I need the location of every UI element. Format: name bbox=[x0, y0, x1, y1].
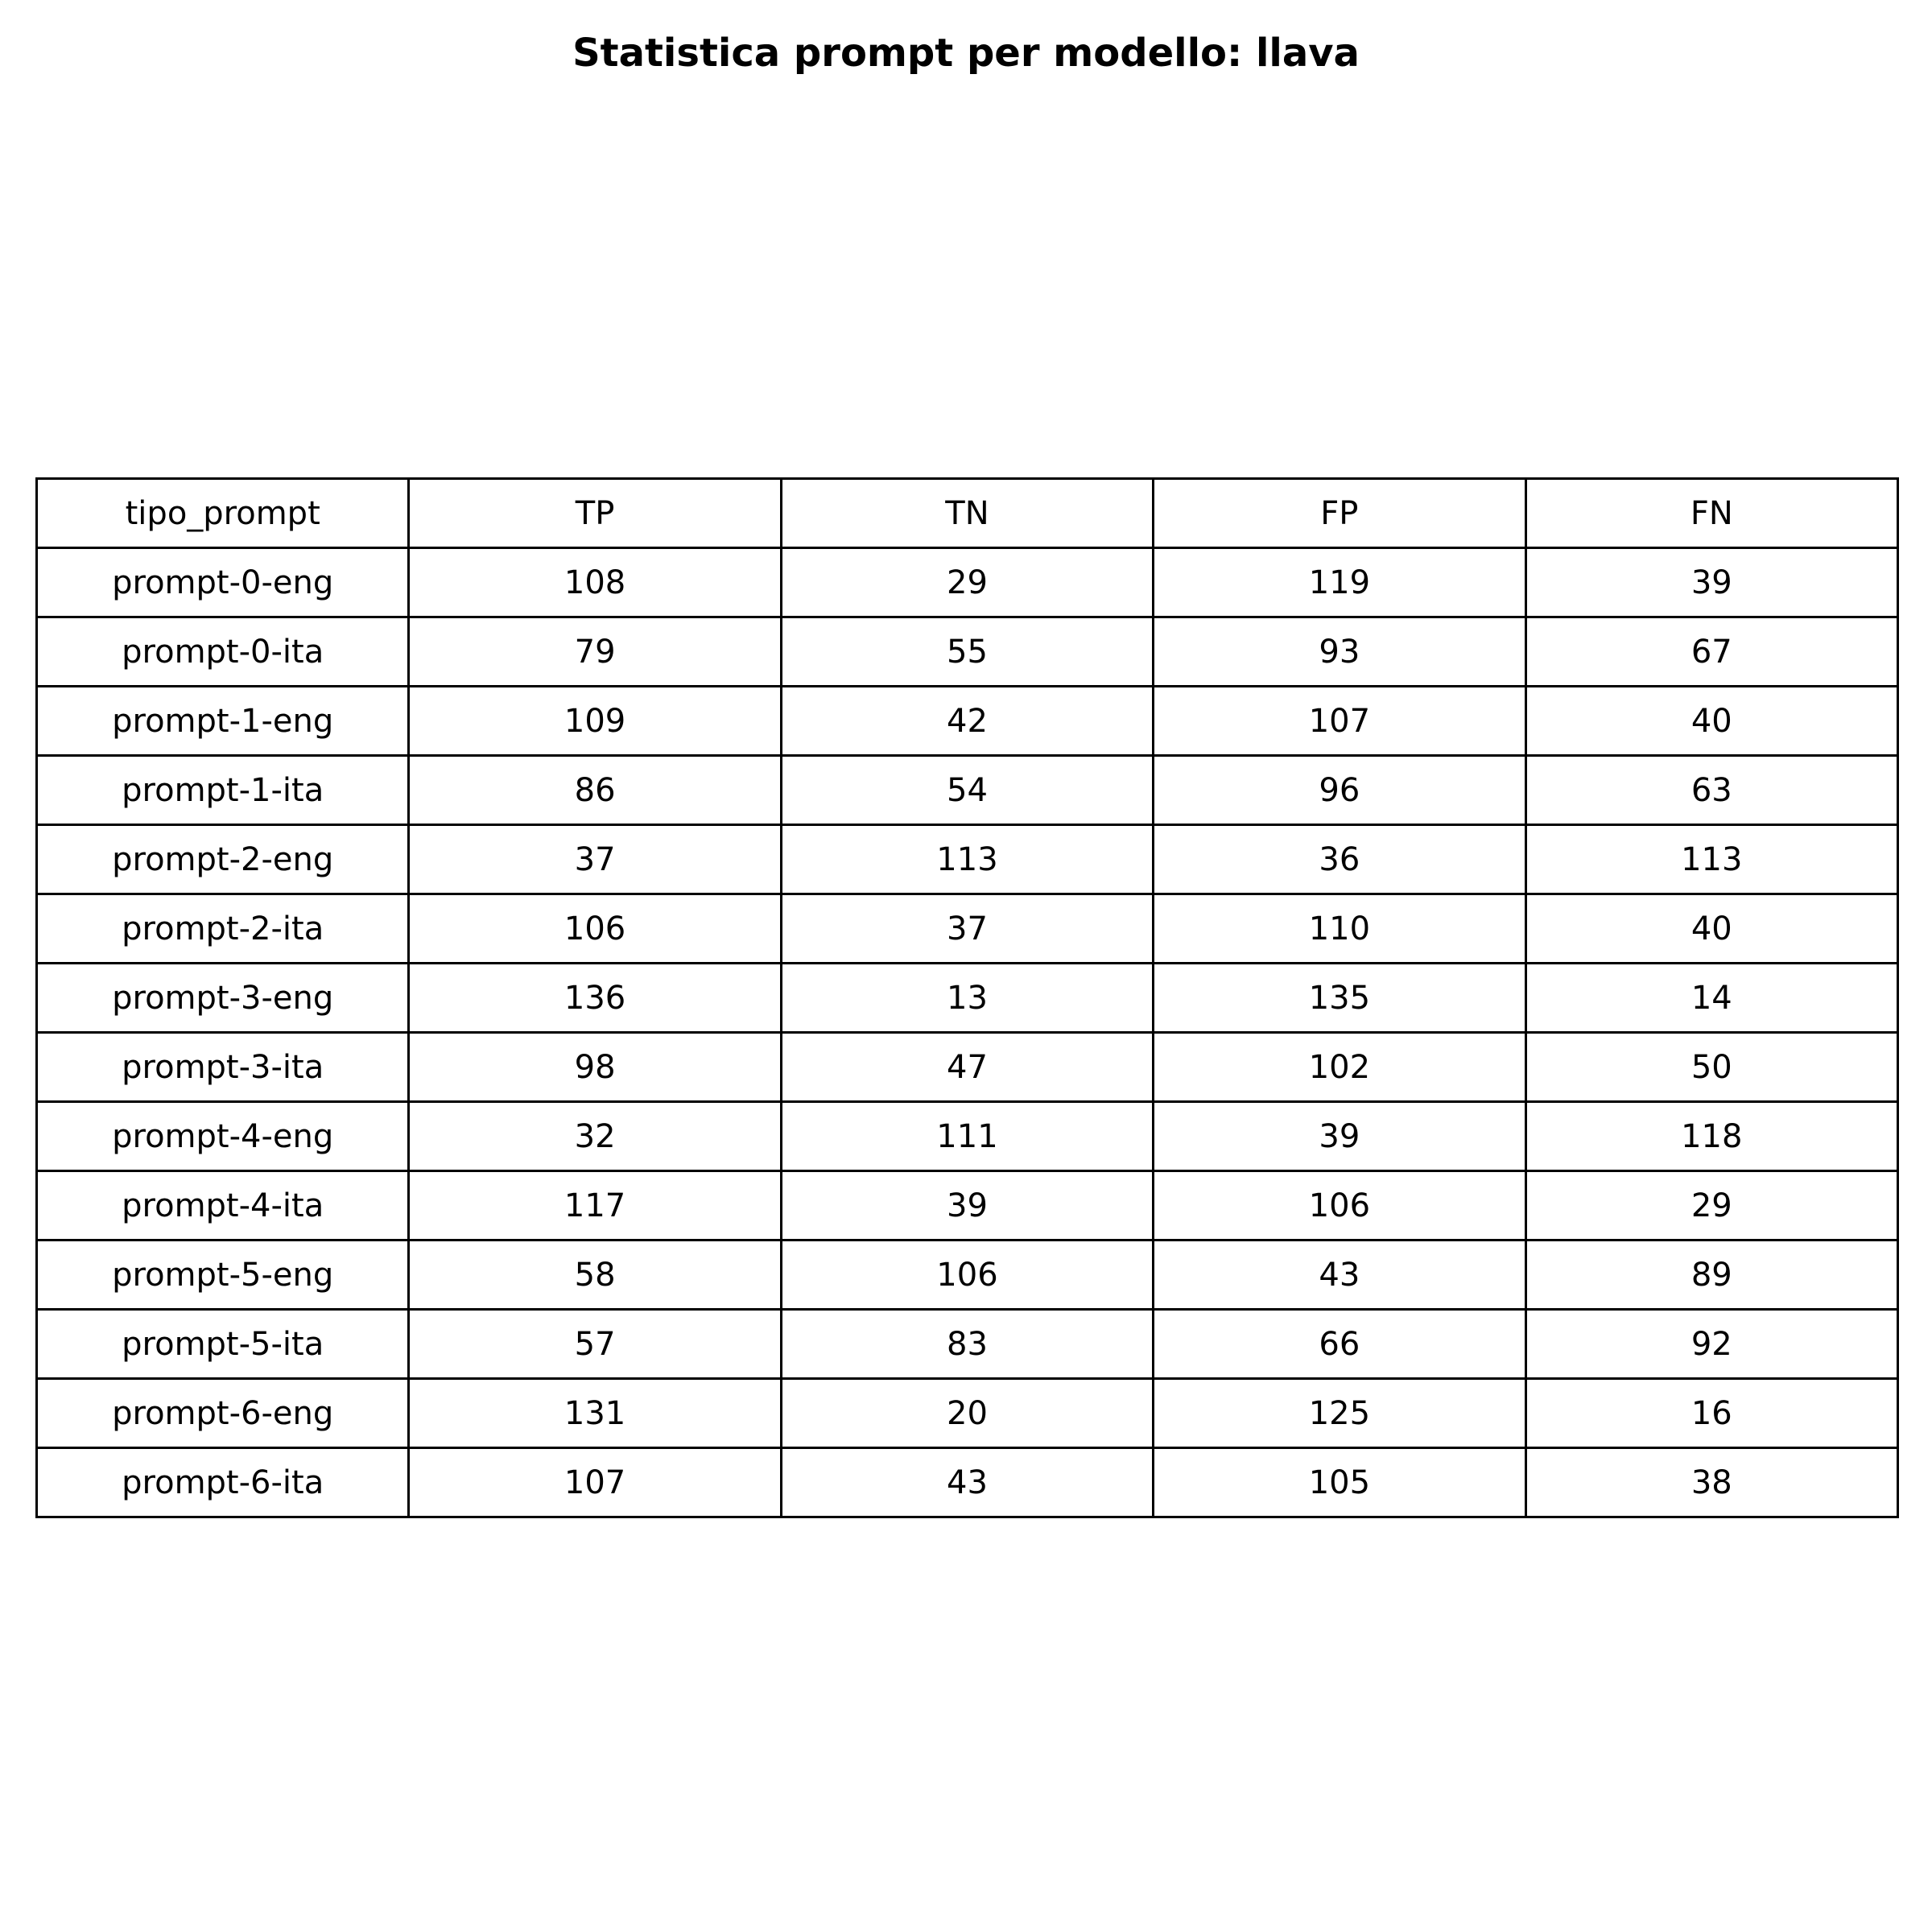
table-row bbox=[37, 1033, 1898, 1102]
row-label-cell: prompt-0-eng bbox=[37, 548, 409, 617]
row-label-cell: prompt-3-ita bbox=[37, 1033, 409, 1102]
value-cell-tp: 117 bbox=[409, 1171, 781, 1241]
column-header-fp: FP bbox=[1154, 479, 1525, 548]
table-row bbox=[37, 756, 1898, 825]
table-row bbox=[37, 1102, 1898, 1171]
value-cell-tn: 54 bbox=[781, 756, 1153, 825]
value-cell-fn: 38 bbox=[1525, 1448, 1897, 1517]
value-cell-fp: 43 bbox=[1154, 1241, 1525, 1310]
row-label-cell: prompt-0-ita bbox=[37, 617, 409, 687]
row-label-cell: prompt-5-ita bbox=[37, 1310, 409, 1379]
value-cell-fn: 118 bbox=[1525, 1102, 1897, 1171]
value-cell-tn: 13 bbox=[781, 964, 1153, 1033]
value-cell-fn: 113 bbox=[1525, 825, 1897, 894]
chart-title: Statistica prompt per modello: llava bbox=[572, 31, 1360, 76]
value-cell-fn: 14 bbox=[1525, 964, 1897, 1033]
value-cell-tn: 47 bbox=[781, 1033, 1153, 1102]
value-cell-tp: 37 bbox=[409, 825, 781, 894]
table-body bbox=[37, 548, 1898, 1517]
table-row bbox=[37, 964, 1898, 1033]
value-cell-tp: 79 bbox=[409, 617, 781, 687]
value-cell-fp: 119 bbox=[1154, 548, 1525, 617]
table-row bbox=[37, 1448, 1898, 1517]
value-cell-fp: 39 bbox=[1154, 1102, 1525, 1171]
value-cell-tp: 109 bbox=[409, 687, 781, 756]
value-cell-fp: 93 bbox=[1154, 617, 1525, 687]
row-label-cell: prompt-3-eng bbox=[37, 964, 409, 1033]
value-cell-tn: 43 bbox=[781, 1448, 1153, 1517]
table-row bbox=[37, 687, 1898, 756]
table-row bbox=[37, 1171, 1898, 1241]
value-cell-fn: 63 bbox=[1525, 756, 1897, 825]
value-cell-fn: 29 bbox=[1525, 1171, 1897, 1241]
value-cell-tp: 131 bbox=[409, 1379, 781, 1448]
value-cell-fp: 110 bbox=[1154, 894, 1525, 964]
value-cell-fp: 107 bbox=[1154, 687, 1525, 756]
value-cell-tn: 37 bbox=[781, 894, 1153, 964]
value-cell-tp: 106 bbox=[409, 894, 781, 964]
value-cell-fp: 36 bbox=[1154, 825, 1525, 894]
table-row bbox=[37, 1241, 1898, 1310]
value-cell-fp: 102 bbox=[1154, 1033, 1525, 1102]
value-cell-tn: 29 bbox=[781, 548, 1153, 617]
header-row bbox=[37, 479, 1898, 548]
value-cell-fn: 40 bbox=[1525, 687, 1897, 756]
stats-table bbox=[35, 477, 1899, 1518]
value-cell-fp: 96 bbox=[1154, 756, 1525, 825]
row-label-cell: prompt-6-eng bbox=[37, 1379, 409, 1448]
value-cell-fn: 92 bbox=[1525, 1310, 1897, 1379]
table-row bbox=[37, 894, 1898, 964]
value-cell-tn: 83 bbox=[781, 1310, 1153, 1379]
table-row bbox=[37, 1379, 1898, 1448]
row-label-cell: prompt-4-eng bbox=[37, 1102, 409, 1171]
value-cell-tp: 136 bbox=[409, 964, 781, 1033]
value-cell-fp: 105 bbox=[1154, 1448, 1525, 1517]
value-cell-tn: 111 bbox=[781, 1102, 1153, 1171]
value-cell-tp: 58 bbox=[409, 1241, 781, 1310]
value-cell-fn: 16 bbox=[1525, 1379, 1897, 1448]
value-cell-tn: 42 bbox=[781, 687, 1153, 756]
row-label-cell: prompt-1-eng bbox=[37, 687, 409, 756]
row-label-cell: prompt-5-eng bbox=[37, 1241, 409, 1310]
row-label-cell: prompt-1-ita bbox=[37, 756, 409, 825]
value-cell-fp: 135 bbox=[1154, 964, 1525, 1033]
value-cell-fn: 89 bbox=[1525, 1241, 1897, 1310]
row-label-cell: prompt-6-ita bbox=[37, 1448, 409, 1517]
row-label-cell: prompt-4-ita bbox=[37, 1171, 409, 1241]
value-cell-tp: 107 bbox=[409, 1448, 781, 1517]
row-label-cell: prompt-2-ita bbox=[37, 894, 409, 964]
value-cell-fn: 50 bbox=[1525, 1033, 1897, 1102]
value-cell-tp: 108 bbox=[409, 548, 781, 617]
table-row bbox=[37, 617, 1898, 687]
value-cell-fn: 39 bbox=[1525, 548, 1897, 617]
value-cell-tp: 32 bbox=[409, 1102, 781, 1171]
column-header-fn: FN bbox=[1525, 479, 1897, 548]
value-cell-fp: 125 bbox=[1154, 1379, 1525, 1448]
table-header bbox=[37, 479, 1898, 548]
value-cell-tn: 39 bbox=[781, 1171, 1153, 1241]
value-cell-fn: 40 bbox=[1525, 894, 1897, 964]
table-row bbox=[37, 1310, 1898, 1379]
value-cell-tn: 20 bbox=[781, 1379, 1153, 1448]
value-cell-tn: 55 bbox=[781, 617, 1153, 687]
value-cell-tp: 86 bbox=[409, 756, 781, 825]
column-header-tipo-prompt: tipo_prompt bbox=[37, 479, 409, 548]
value-cell-fn: 67 bbox=[1525, 617, 1897, 687]
value-cell-fp: 66 bbox=[1154, 1310, 1525, 1379]
value-cell-tn: 106 bbox=[781, 1241, 1153, 1310]
value-cell-fp: 106 bbox=[1154, 1171, 1525, 1241]
value-cell-tn: 113 bbox=[781, 825, 1153, 894]
value-cell-tp: 98 bbox=[409, 1033, 781, 1102]
column-header-tn: TN bbox=[781, 479, 1153, 548]
value-cell-tp: 57 bbox=[409, 1310, 781, 1379]
table-row bbox=[37, 548, 1898, 617]
table-row bbox=[37, 825, 1898, 894]
column-header-tp: TP bbox=[409, 479, 781, 548]
row-label-cell: prompt-2-eng bbox=[37, 825, 409, 894]
